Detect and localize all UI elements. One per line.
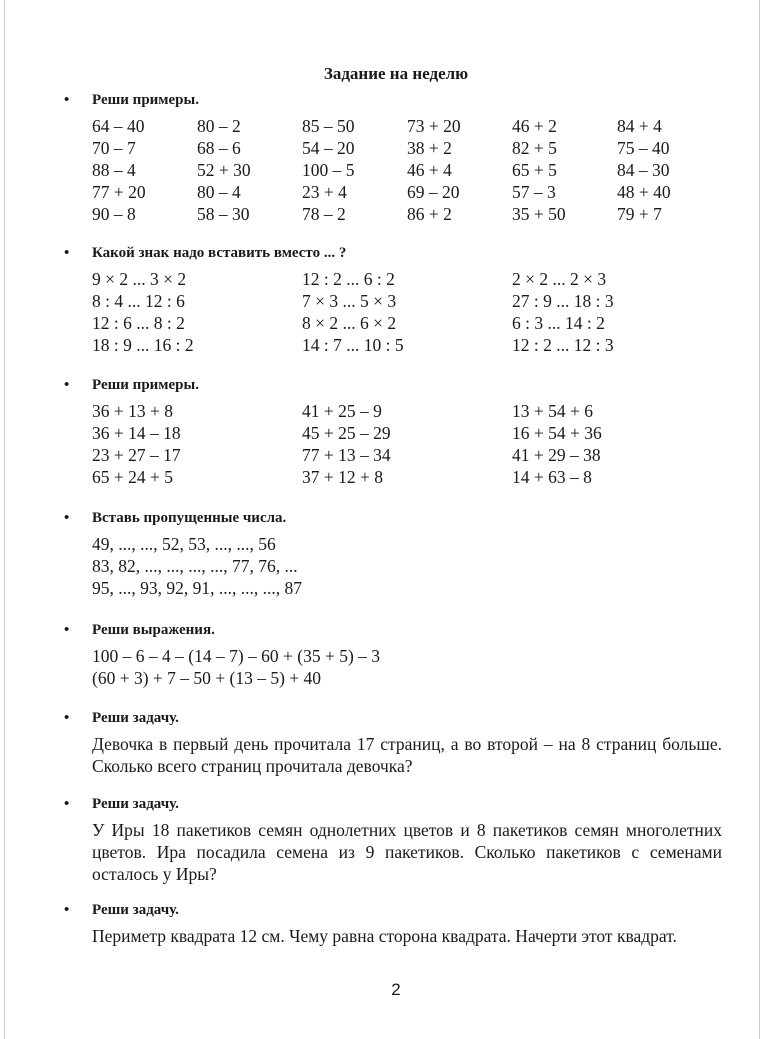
bullet-icon: • <box>64 902 70 918</box>
section-heading <box>62 374 722 396</box>
example-cell: 46 + 2 <box>512 116 557 136</box>
example-cell: 86 + 2 <box>407 204 452 224</box>
example-cell: 2 × 2 ... 2 × 3 <box>512 269 607 289</box>
example-row <box>92 400 722 422</box>
line-item: 49, ..., ..., 52, 53, ..., ..., 56 <box>92 534 276 554</box>
example-cell: 45 + 25 – 29 <box>302 423 391 443</box>
example-cell: 79 + 7 <box>617 204 662 224</box>
example-cell: 23 + 4 <box>302 182 347 202</box>
example-cell: 90 – 8 <box>92 204 136 224</box>
example-cell: 37 + 12 + 8 <box>302 467 383 487</box>
example-cell: 73 + 20 <box>407 116 461 136</box>
example-cell: 46 + 4 <box>407 160 452 180</box>
example-cell: 36 + 14 – 18 <box>92 423 181 443</box>
example-cell: 88 – 4 <box>92 160 136 180</box>
example-cell: 48 + 40 <box>617 182 671 202</box>
example-cell: 16 + 54 + 36 <box>512 423 602 443</box>
example-row <box>92 203 722 225</box>
example-cell: 82 + 5 <box>512 138 557 158</box>
section-heading <box>62 507 722 529</box>
bullet-icon: • <box>64 510 70 526</box>
page-number: 2 <box>391 980 401 999</box>
example-cell: 100 – 5 <box>302 160 355 180</box>
example-cell: 54 – 20 <box>302 138 355 158</box>
example-cell: 78 – 2 <box>302 204 346 224</box>
section-heading <box>62 619 722 641</box>
example-cell: 77 + 13 – 34 <box>302 445 391 465</box>
example-row <box>92 334 722 356</box>
section-missing-numbers <box>62 507 722 599</box>
bullet-icon: • <box>64 92 70 108</box>
example-cell: 7 × 3 ... 5 × 3 <box>302 291 397 311</box>
example-cell: 35 + 50 <box>512 204 566 224</box>
heading-text: Реши примеры. <box>92 377 199 393</box>
example-cell: 13 + 54 + 6 <box>512 401 593 421</box>
examples-grid <box>92 400 722 488</box>
example-cell: 77 + 20 <box>92 182 146 202</box>
example-cell: 65 + 5 <box>512 160 557 180</box>
example-cell: 36 + 13 + 8 <box>92 401 173 421</box>
example-cell: 80 – 4 <box>197 182 241 202</box>
bullet-icon: • <box>64 796 70 812</box>
example-cell: 8 : 4 ... 12 : 6 <box>92 291 185 311</box>
example-cell: 69 – 20 <box>407 182 460 202</box>
example-cell: 65 + 24 + 5 <box>92 467 173 487</box>
example-cell: 12 : 2 ... 12 : 3 <box>512 335 614 355</box>
example-row <box>92 115 722 137</box>
example-cell: 18 : 9 ... 16 : 2 <box>92 335 194 355</box>
section-heading <box>62 242 722 264</box>
heading-text: Какой знак надо вставить вместо ... ? <box>92 245 347 261</box>
example-cell: 8 × 2 ... 6 × 2 <box>302 313 397 333</box>
example-row <box>92 181 722 203</box>
line-item: 100 – 6 – 4 – (14 – 7) – 60 + (35 + 5) – 3 <box>92 646 381 666</box>
example-row <box>92 466 722 488</box>
heading-text: Реши задачу. <box>92 796 179 812</box>
example-cell: 85 – 50 <box>302 116 355 136</box>
problem-text: Периметр квадрата 12 см. Чему равна сторона квадрата. Начерти этот квадрат. <box>92 926 677 946</box>
page-title: Задание на неделю <box>323 64 469 83</box>
example-cell: 27 : 9 ... 18 : 3 <box>512 291 614 311</box>
bullet-icon: • <box>64 377 70 393</box>
example-cell: 58 – 30 <box>197 204 250 224</box>
example-cell: 23 + 27 – 17 <box>92 445 181 465</box>
example-cell: 84 – 30 <box>617 160 670 180</box>
example-cell: 84 + 4 <box>617 116 662 136</box>
bullet-icon: • <box>64 622 70 638</box>
section-expressions <box>62 619 722 689</box>
example-cell: 9 × 2 ... 3 × 2 <box>92 269 187 289</box>
example-cell: 38 + 2 <box>407 138 452 158</box>
example-cell: 12 : 6 ... 8 : 2 <box>92 313 185 333</box>
section-examples-1 <box>62 89 722 225</box>
examples-grid <box>92 115 722 225</box>
example-cell: 75 – 40 <box>617 138 670 158</box>
example-cell: 70 – 7 <box>92 138 136 158</box>
heading-text: Реши задачу. <box>92 710 179 726</box>
example-row <box>92 268 722 290</box>
line-item: 95, ..., 93, 92, 91, ..., ..., ..., 87 <box>92 578 302 598</box>
bullet-icon: • <box>64 710 70 726</box>
problem-text: У Иры 18 пакетиков семян однолетних цветов и 8 пакетиков семян многолетних цветов. Ира посадила семена из 9 пакетиков. Сколько пакетиков с семенами осталось у Иры? <box>92 820 722 884</box>
section-examples-2 <box>62 374 722 488</box>
example-row <box>92 290 722 312</box>
bullet-icon: • <box>64 245 70 261</box>
example-cell: 80 – 2 <box>197 116 241 136</box>
heading-text: Реши выражения. <box>92 622 215 638</box>
compare-grid <box>92 268 722 356</box>
example-cell: 64 – 40 <box>92 116 145 136</box>
section-heading <box>62 793 722 815</box>
section-compare-signs <box>62 242 722 356</box>
heading-text: Реши задачу. <box>92 902 179 918</box>
section-heading <box>62 707 722 729</box>
example-cell: 6 : 3 ... 14 : 2 <box>512 313 605 333</box>
line-item: (60 + 3) + 7 – 50 + (13 – 5) + 40 <box>92 668 322 688</box>
sequence-lines <box>92 533 722 599</box>
example-cell: 52 + 30 <box>197 160 251 180</box>
section-problem-3 <box>62 899 722 947</box>
example-row <box>92 137 722 159</box>
example-cell: 41 + 25 – 9 <box>302 401 382 421</box>
example-cell: 41 + 29 – 38 <box>512 445 601 465</box>
example-cell: 12 : 2 ... 6 : 2 <box>302 269 395 289</box>
section-problem-1 <box>62 707 722 777</box>
example-row <box>92 159 722 181</box>
example-row <box>92 444 722 466</box>
example-cell: 57 – 3 <box>512 182 556 202</box>
heading-text: Реши примеры. <box>92 92 199 108</box>
example-cell: 68 – 6 <box>197 138 241 158</box>
expression-lines <box>92 645 722 689</box>
section-heading <box>62 89 722 111</box>
heading-text: Вставь пропущенные числа. <box>92 510 287 526</box>
example-row <box>92 422 722 444</box>
example-cell: 14 + 63 – 8 <box>512 467 592 487</box>
problem-text: Девочка в первый день прочитала 17 страниц, а во второй – на 8 страниц больше. Сколько всего страниц прочитала девочка? <box>92 734 722 776</box>
section-problem-2 <box>62 793 722 885</box>
example-row <box>92 312 722 334</box>
example-cell: 14 : 7 ... 10 : 5 <box>302 335 404 355</box>
line-item: 83, 82, ..., ..., ..., ..., 77, 76, ... <box>92 556 298 576</box>
section-heading <box>62 899 722 921</box>
